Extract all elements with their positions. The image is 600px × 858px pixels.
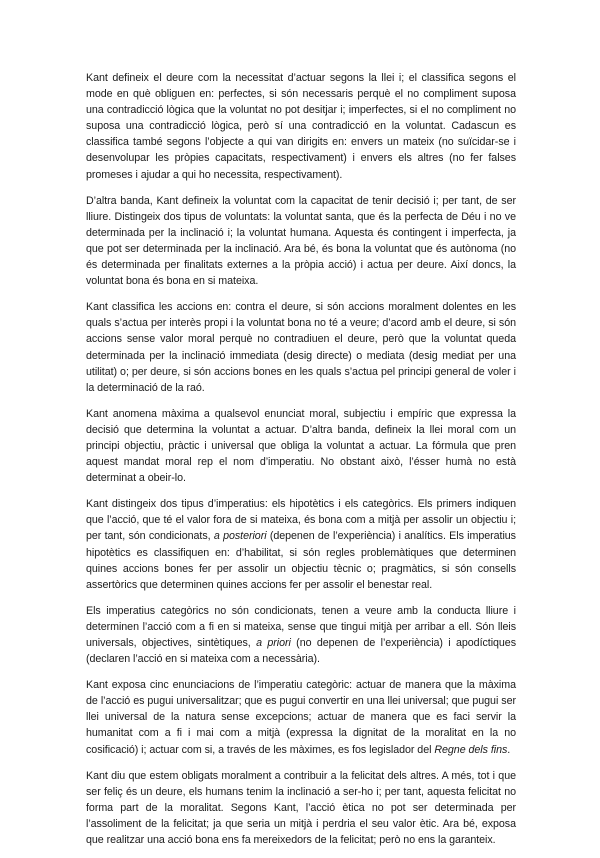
paragraph-enunciacions xyxy=(86,677,516,757)
paragraph-text: D’altra banda, Kant defineix la voluntat com la capacitat de tenir decisió i; per tant, de ser lliure. Distingeix dos tipus de voluntats: la voluntat santa, que és la perfecta de Déu i no ve determinada per la inclinació i; la voluntat humana. Aquesta és contingent i imperfecta, ja que pot ser determinada per la inclinació. Ara bé, és bona la voluntat que és autònoma (no és determinada per finalitats externes a la pròpia acció) i actua per deure. Així doncs, la voluntat bona és bona en si mateixa. xyxy=(86,194,516,288)
paragraph-text: Kant distingeix dos tipus d’imperatius: els hipotètics i els categòrics. Els primers indiquen que l’acció, que té el valor fora de si mateixa, és bona com a mitjà per assolir un objectiu i; per tant, són condicionats, xyxy=(86,498,516,543)
paragraph-imperatius-hipotetics xyxy=(86,496,516,593)
paragraph-maxima xyxy=(86,406,516,486)
emphasis-term: Regne dels fins xyxy=(434,743,508,756)
paragraph-text: Els imperatius categòrics no són condicionats, tenen a veure amb la conducta lliure i determinen l’acció com a fi en si mateixa, sense que tingui mitjà per arribar a ell. Són lleis universals, objectives, sintètiques, xyxy=(86,604,516,649)
paragraph-text: Kant defineix el deure com la necessitat d’actuar segons la llei i; el classifica segons el mode en què obliguen en: perfectes, si són necessaris perquè el no compliment suposa una contradicció lògica que la voluntat no pot desitjar i; imperfectes, si el no compliment no suposa una contradicció lògica, però sí una contradicció en la voluntat. Cadascun es classifica també segons l’objecte a qui van dirigits en: envers un mateix (no suïcidar-se i desenvolupar les pròpies capacitats, respectivament) i envers els altres (no fer falses promeses i ajudar a qui ho necessita, respectivament). xyxy=(86,72,516,181)
paragraph-text: . xyxy=(507,743,511,756)
paragraph-voluntat xyxy=(86,193,516,290)
emphasis-term: a priori xyxy=(256,637,291,649)
paragraph-deure xyxy=(86,70,516,183)
paragraph-text: (depenen de l’experiència) i analítics. Els imperatius hipotètics es classifiquen en: d’habilitat, si són regles problemàtiques que determinen quines accions bones fer per assolir un objectiu tècnic o; pragmàtics, si són consells assertòrics que determinen quines accions fer per assolir el benestar real. xyxy=(86,530,516,591)
paragraph-text: (no depenen de l’experiència) i apodíctiques (declaren l’acció en si mateixa com a necessària). xyxy=(86,637,516,666)
document-page xyxy=(86,70,516,858)
paragraph-text: Kant anomena màxima a qualsevol enunciat moral, subjectiu i empíric que expressa la decisió que determina la voluntat a actuar. D’altra banda, defineix la llei moral com un principi objectiu, pràctic i universal que obliga la voluntat a actuar. La fórmula que pren aquest mandat moral rep el nom d’imperatiu. No obstant això, l’ésser humà no està determinat a obeir-lo. xyxy=(86,407,516,485)
paragraph-text: Kant exposa cinc enunciacions de l’imperatiu categòric: actuar de manera que la màxima de l’acció es pugui universalitzar; que es pugui convertir en una llei universal; que pugui ser llei universal de la natura sense excepcions; actuar de manera que es faci servir la humanitat com a fi i mai com a mitjà (expressa la dignitat de la moralitat en la no cosificació) i; actuar com si, a través de les màximes, es fos legislador del xyxy=(86,679,516,756)
paragraph-text: Kant diu que estem obligats moralment a contribuir a la felicitat dels altres. A més, tot i que ser feliç és un deure, els humans tenim la inclinació a ser-ho i; per tant, aquesta felicitat no forma part de la moralitat. Segons Kant, l’acció ètica no pot ser determinada per l’assoliment de la felicitat; ja que seria un mitjà i perdria el seu valor ètic. Ara bé, exposa que realitzar una acció bona ens fa mereixedors de la felicitat; però no ens la garanteix. xyxy=(86,769,516,847)
emphasis-term: a posteriori xyxy=(213,530,267,543)
paragraph-text: Kant classifica les accions en: contra el deure, si són accions moralment dolentes en les quals s’actua per interès propi i la voluntat bona no té a veure; d’acord amb el deure, si són accions sense valor moral perquè no contradiuen el deure, però que la voluntat queda determinada per la inclinació immediata (desig directe) o mediata (desig mediat per una utilitat) o; per deure, si són accions bones en les quals s’actua pel principi general de voler i la determinació de la raó. xyxy=(86,301,516,394)
paragraph-accions xyxy=(86,299,516,396)
paragraph-felicitat xyxy=(86,768,516,848)
paragraph-imperatius-categorics xyxy=(86,603,516,667)
